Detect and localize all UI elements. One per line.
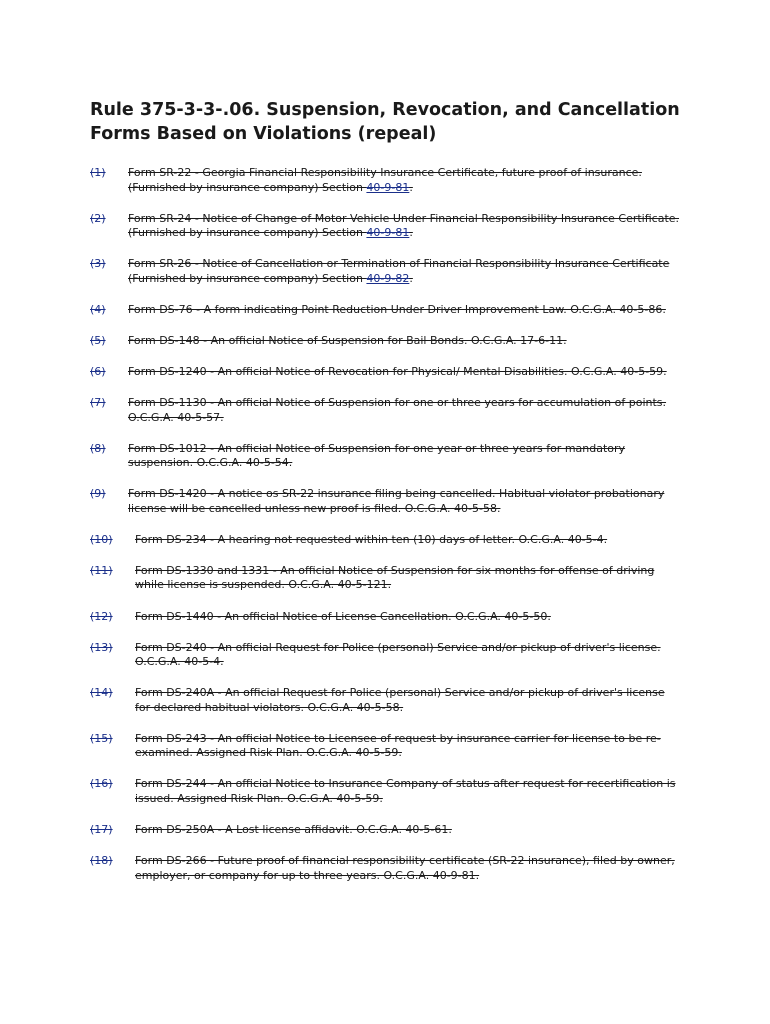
item-body: Form DS-1240 - An official Notice of Revocation for Physical/ Mental Disabilities. O.C.G.A. 40-5-59. xyxy=(128,364,667,378)
item-number-link[interactable]: (10) xyxy=(90,532,113,546)
item-text xyxy=(128,365,680,380)
item-number-link[interactable]: (5) xyxy=(90,333,106,347)
item-number-link[interactable]: (6) xyxy=(90,364,106,378)
statute-link[interactable]: 40-9-81 xyxy=(366,226,410,240)
item-body: Form SR-24 - Notice of Change of Motor Vehicle Under Financial Responsibility Insurance Certificate. (Furnished by insurance company) Section xyxy=(128,211,680,240)
item-body: Form DS-240A - An official Request for Police (personal) Service and/or pickup of driver's license for declared habitual violators. O.C.G.A. 40-5-58. xyxy=(135,686,665,714)
item-body: Form DS-148 - An official Notice of Suspension for Bail Bonds. O.C.G.A. 17-6-11. xyxy=(128,333,567,347)
rule-items-list xyxy=(90,166,680,883)
item-text xyxy=(135,854,680,883)
list-item xyxy=(90,303,680,318)
list-item xyxy=(90,641,680,670)
list-item xyxy=(90,533,680,548)
item-text xyxy=(128,334,680,349)
item-text xyxy=(128,487,680,516)
item-number-link[interactable]: (7) xyxy=(90,396,106,410)
page-title xyxy=(90,98,680,146)
item-tail: . xyxy=(409,271,413,285)
list-item xyxy=(90,854,680,883)
item-text xyxy=(128,212,680,241)
item-body: Form DS-234 - A hearing not requested within ten (10) days of letter. O.C.G.A. 40-5-4. xyxy=(135,532,608,546)
list-item xyxy=(90,487,680,516)
item-body: Form DS-243 - An official Notice to Licensee of request by insurance carrier for license to be re-examined. Assigned Risk Plan. O.C.G.A. 40-5-59. xyxy=(135,731,661,760)
list-item xyxy=(90,442,680,471)
item-number-link[interactable]: (13) xyxy=(90,640,113,654)
item-number-link[interactable]: (16) xyxy=(90,777,113,791)
item-number-link[interactable]: (11) xyxy=(90,563,113,577)
item-body: Form DS-1330 and 1331 - An official Notice of Suspension for six months for offense of driving while license is suspended. O.C.G.A. 40-5-121. xyxy=(135,563,655,592)
item-body: Form DS-244 - An official Notice to Insurance Company of status after request for recertification is issued. Assigned Risk Plan. O.C.G.A. 40-5-59. xyxy=(135,777,676,805)
list-item xyxy=(90,564,680,593)
item-text xyxy=(128,257,680,286)
item-body: Form DS-1130 - An official Notice of Suspension for one or three years for accumulation of points. O.C.G.A. 40-5-57. xyxy=(128,396,667,424)
item-number-link[interactable]: (1) xyxy=(90,166,106,179)
item-number-link[interactable]: (3) xyxy=(90,257,106,271)
item-text xyxy=(135,641,680,670)
item-number-link[interactable]: (15) xyxy=(90,731,113,745)
item-text xyxy=(135,610,680,625)
item-number-link[interactable]: (9) xyxy=(90,487,106,501)
list-item xyxy=(90,396,680,425)
list-item xyxy=(90,334,680,349)
item-text xyxy=(135,732,680,761)
item-number-link[interactable]: (2) xyxy=(90,211,106,225)
item-body: Form DS-1012 - An official Notice of Suspension for one year or three years for mandatory suspension. O.C.G.A. 40-5-54. xyxy=(128,441,626,470)
item-number-link[interactable]: (14) xyxy=(90,686,113,700)
statute-link[interactable]: 40-9-81 xyxy=(366,180,410,194)
item-text xyxy=(128,442,680,471)
item-number-link[interactable]: (17) xyxy=(90,823,113,836)
list-item xyxy=(90,212,680,241)
item-number-link[interactable]: (4) xyxy=(90,302,106,316)
item-tail: . xyxy=(409,226,413,240)
item-tail: . xyxy=(409,180,413,194)
list-item xyxy=(90,686,680,715)
item-body: Form DS-1420 - A notice os SR-22 insurance filing being cancelled. Habitual violator probationary license will be cancelled unless new proof is filed. O.C.G.A. 40-5-58. xyxy=(128,487,665,515)
list-item xyxy=(90,823,680,838)
item-body: Form SR-22 - Georgia Financial Responsibility Insurance Certificate, future proof of insurance. (Furnished by insurance company) Section xyxy=(128,166,642,194)
item-text xyxy=(128,303,680,318)
item-text xyxy=(135,533,680,548)
item-number-link[interactable]: (18) xyxy=(90,854,113,868)
item-text xyxy=(128,396,680,425)
item-body: Form DS-250A - A Lost license affidavit. O.C.G.A. 40-5-61. xyxy=(135,823,452,836)
statute-link[interactable]: 40-9-82 xyxy=(366,271,410,285)
item-text xyxy=(135,686,680,715)
item-text xyxy=(135,823,680,838)
item-number-link[interactable]: (8) xyxy=(90,441,106,455)
list-item xyxy=(90,732,680,761)
title-line-1: Rule 375-3-3-.06. Suspension, Revocation, and Cancellation xyxy=(90,100,680,120)
item-body: Form DS-1440 - An official Notice of License Cancellation. O.C.G.A. 40-5-50. xyxy=(135,609,551,623)
item-number-link[interactable]: (12) xyxy=(90,609,113,623)
list-item xyxy=(90,610,680,625)
list-item xyxy=(90,365,680,380)
item-text xyxy=(128,166,680,195)
item-body: Form SR-26 - Notice of Cancellation or Termination of Financial Responsibility Insurance Certificate (Furnished by insurance company) Section xyxy=(128,257,670,285)
item-body: Form DS-240 - An official Request for Police (personal) Service and/or pickup of driver's license. O.C.G.A. 40-5-4. xyxy=(135,640,661,669)
title-line-2: Forms Based on Violations (repeal) xyxy=(90,124,437,144)
list-item xyxy=(90,166,680,195)
item-text xyxy=(135,777,680,806)
list-item xyxy=(90,257,680,286)
document-page xyxy=(90,98,680,900)
list-item xyxy=(90,777,680,806)
item-body: Form DS-76 - A form indicating Point Reduction Under Driver Improvement Law. O.C.G.A. 40-5-86. xyxy=(128,302,666,316)
item-body: Form DS-266 - Future proof of financial responsibility certificate (SR-22 insurance), filed by owner, employer, or company for up to three years. O.C.G.A. 40-9-81. xyxy=(135,854,675,882)
item-text xyxy=(135,564,680,593)
